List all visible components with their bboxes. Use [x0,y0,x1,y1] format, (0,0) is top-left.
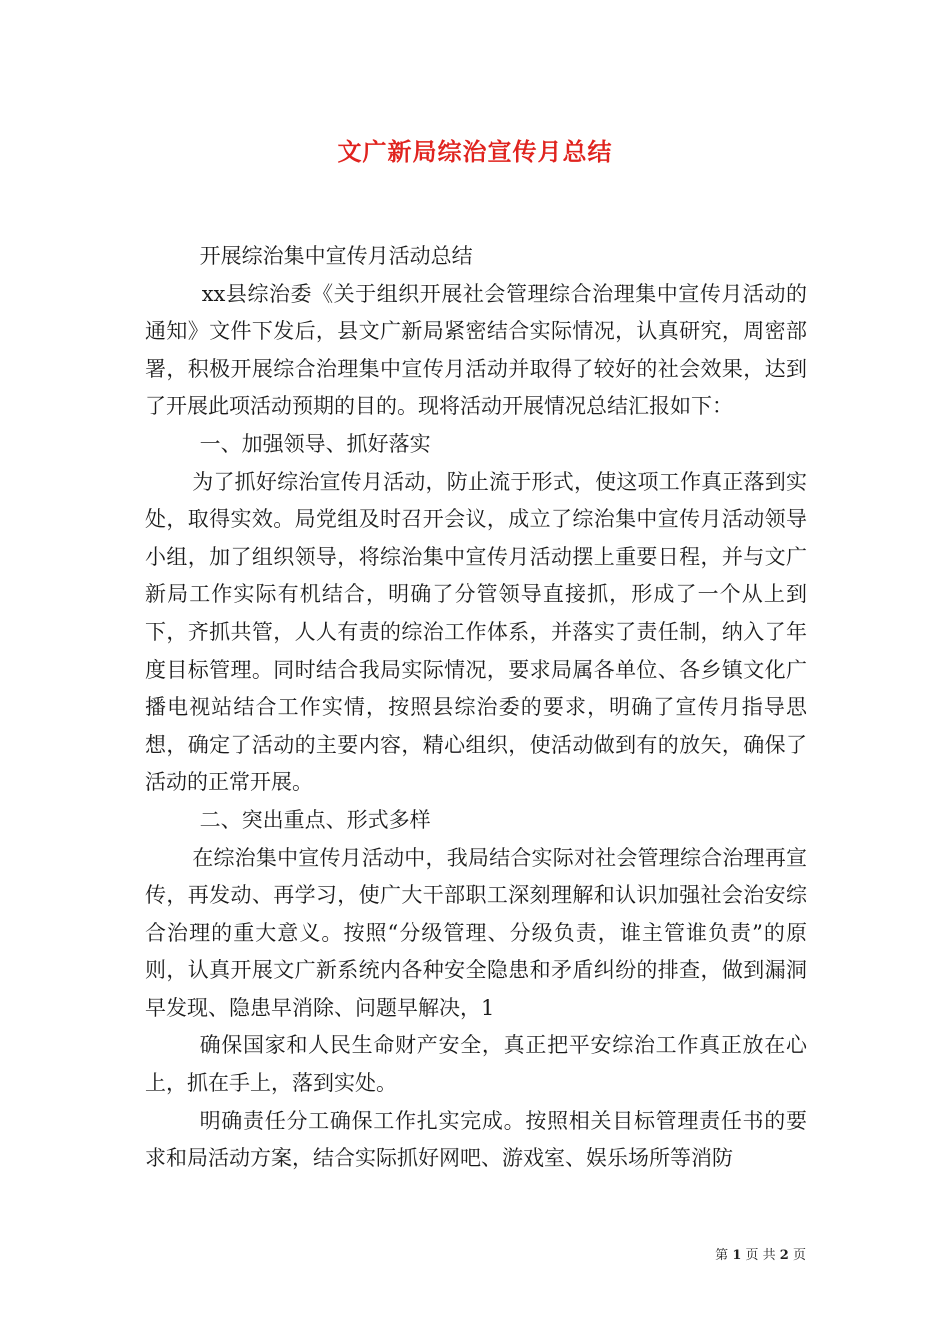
document-title: 文广新局综治宣传月总结 [337,138,613,166]
section-heading-2: 二、突出重点、形式多样 [199,807,431,832]
section-1-paragraph: 为了抓好综治宣传月活动，防止流于形式，使这项工作真正落到实处，取得实效。局党组及时召开会议，成立了综治集中宣传月活动领导小组，加了组织领导，将综治集中宣传月活动摆上重要日程，并与文广新局工作实际有机结合，明确了分管领导直接抓，形成了一个从上到下，齐抓共管，人人有责的综治工作体系，并落实了责任制，纳入了年度目标管理。同时结合我局实际情况，要求局属各单位、各乡镇文化广播电视站结合工作实情，按照县综治委的要求，明确了宣传月指导思想，确定了活动的主要内容，精心组织，使活动做到有的放矢，确保了活动的正常开展。 [145,469,807,795]
footer-current-page: 1 [732,1248,742,1263]
footer-prefix: 第 [715,1248,729,1263]
intro-paragraph: xx县综治委《关于组织开展社会管理综合治理集中宣传月活动的通知》文件下发后，县文广新局紧密结合实际情况，认真研究，周密部署，积极开展综合治理集中宣传月活动并取得了较好的社会效果，达到了开展此项活动预期的目的。现将活动开展情况总结汇报如下： [145,281,807,419]
footer-suffix: 页 [792,1248,806,1263]
footer-total-pages: 2 [779,1248,789,1263]
footer-middle: 页 共 [745,1248,776,1263]
responsibility-paragraph: 明确责任分工确保工作扎实完成。按照相关目标管理责任书的要求和局活动方案，结合实际抓好网吧、游戏室、娱乐场所等消防 [145,1108,807,1171]
page-number-footer [715,1244,806,1263]
section-2-paragraph: 在综治集中宣传月活动中，我局结合实际对社会管理综合治理再宣传，再发动、再学习，使广大干部职工深刻理解和认识加强社会治安综合治理的重大意义。按照“分级管理、分级负责，谁主管谁负责”的原则，认真开展文广新系统内各种安全隐患和矛盾纠纷的排查，做到漏洞早发现、隐患早消除、问题早解决，1 [145,845,807,1020]
document-body [145,238,807,1178]
continuation-paragraph: 确保国家和人民生命财产安全，真正把平安综治工作真正放在心上，抓在手上，落到实处。 [145,1033,807,1096]
section-heading-1: 一、加强领导、抓好落实 [199,431,431,456]
subtitle-paragraph: 开展综治集中宣传月活动总结 [199,244,473,268]
